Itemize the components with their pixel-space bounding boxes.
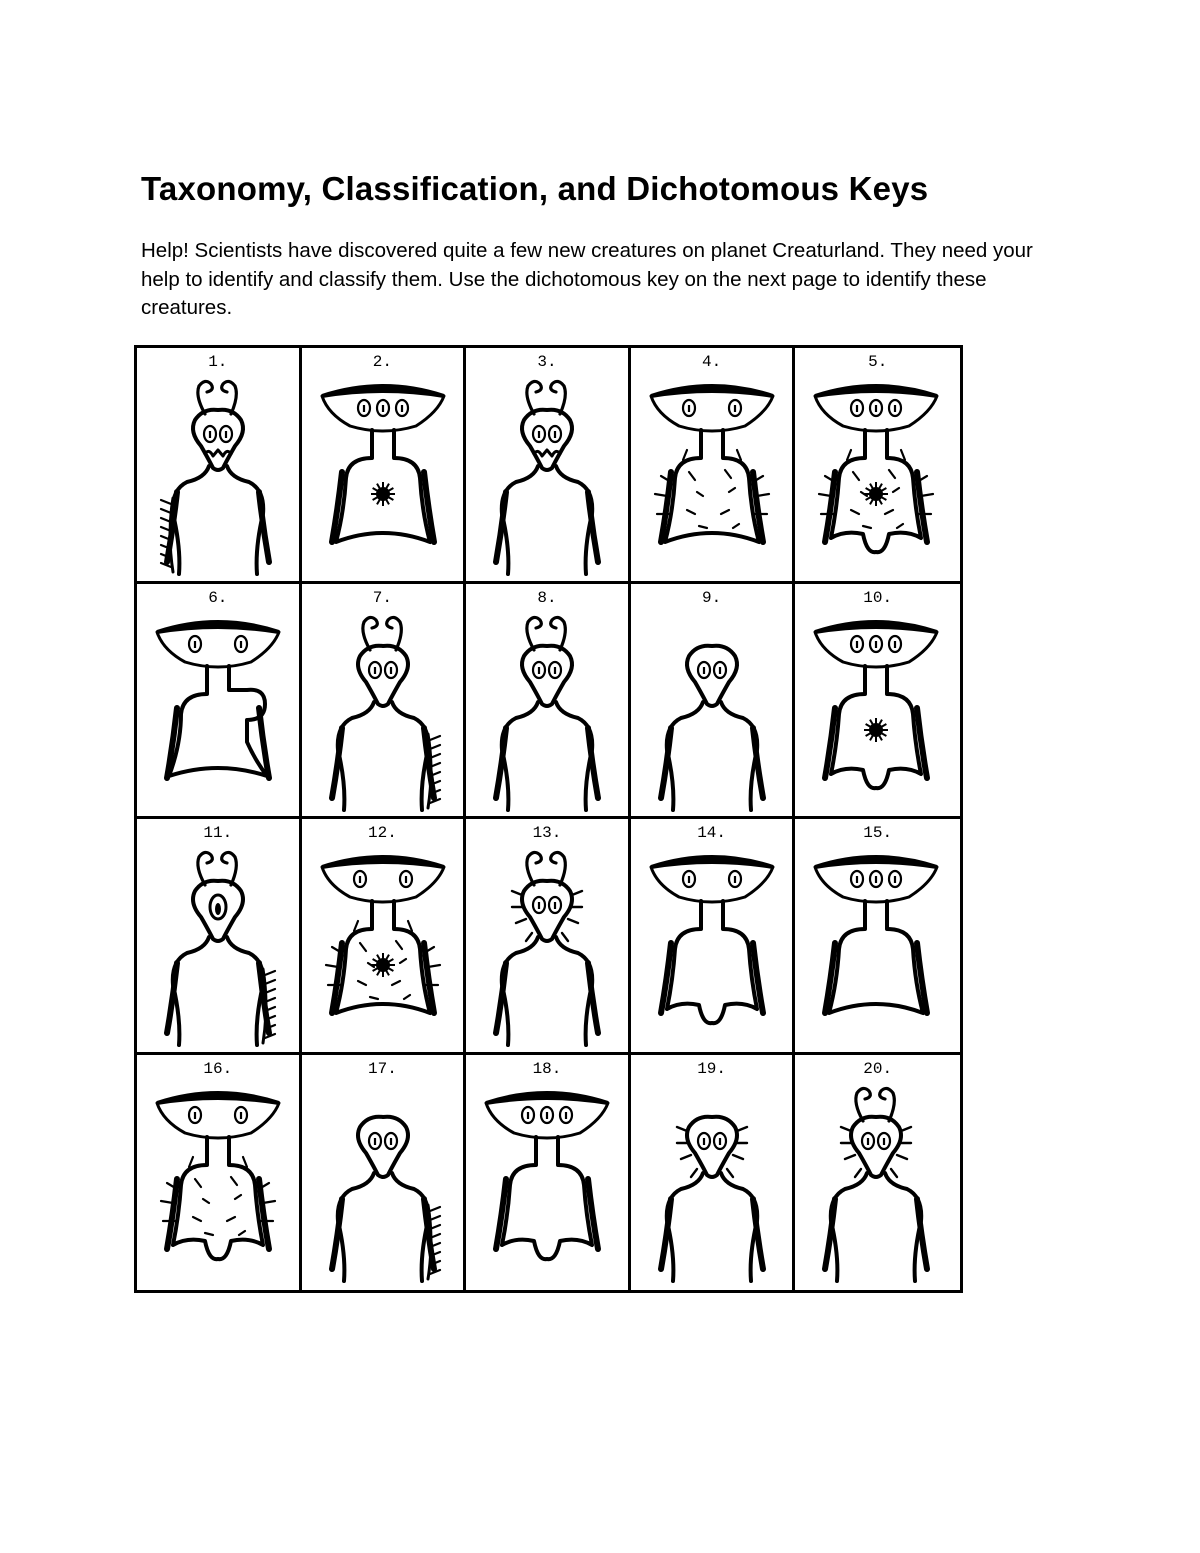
chest-spot-ray — [879, 735, 882, 740]
creature-number: 19. — [697, 1059, 726, 1078]
body-hair — [400, 959, 406, 963]
creature-cell — [137, 348, 302, 584]
chest-spot-ray — [870, 484, 873, 489]
body-hair — [893, 488, 899, 492]
chest-spot-ray — [372, 968, 377, 971]
body-hair — [697, 492, 703, 496]
chest-spot-ray — [882, 497, 887, 500]
chest-spot-ray — [866, 488, 871, 491]
creature-cell — [466, 348, 631, 584]
creature-cell — [466, 584, 631, 820]
head-brim — [157, 622, 279, 632]
creature-figure — [651, 386, 773, 542]
chest-spot-ray — [372, 497, 377, 500]
head-hair — [516, 919, 526, 923]
arm-spike — [430, 745, 440, 749]
body-hair — [757, 494, 769, 496]
body-outline — [667, 901, 757, 1023]
creature-number: 11. — [203, 824, 233, 842]
creature-figure — [651, 857, 773, 1023]
creature-number: 8. — [537, 588, 557, 607]
arm-spike — [430, 736, 440, 740]
body-hair — [655, 494, 667, 496]
chest-spot-ray — [372, 488, 377, 491]
body-hair — [853, 472, 859, 480]
body-outline — [337, 1173, 427, 1281]
body-hair — [851, 510, 859, 514]
body-hair — [193, 1217, 201, 1221]
body-outline — [502, 1137, 592, 1259]
head-hair — [691, 1169, 697, 1177]
creature-drawing — [143, 374, 293, 576]
body-hair — [358, 981, 366, 985]
creature-drawing — [308, 610, 458, 812]
creature-cell — [137, 584, 302, 820]
creature-number: 14. — [697, 824, 726, 842]
body-hair — [819, 494, 831, 496]
chest-spot-ray — [870, 719, 873, 724]
head-brim — [815, 622, 937, 632]
chest-spot-ray — [388, 497, 393, 500]
head-hair — [891, 1169, 897, 1177]
chest-spot-ray — [882, 488, 887, 491]
creature-number: 5. — [868, 353, 888, 371]
body-hair — [699, 526, 707, 528]
body-hair — [392, 981, 400, 985]
creature-figure — [815, 622, 937, 788]
head-hair — [572, 891, 582, 895]
chest-spot-ray — [372, 959, 377, 962]
chest-spot-ray — [377, 499, 380, 504]
head-hair — [841, 1127, 851, 1131]
head-outline — [522, 881, 572, 941]
head-outline — [687, 1116, 737, 1176]
body-hair — [231, 1177, 237, 1185]
head-outline — [358, 1116, 408, 1176]
creature-figure — [496, 381, 598, 574]
chest-spot-ray — [882, 733, 887, 736]
creature-cell — [795, 819, 960, 1055]
creature-cell — [466, 819, 631, 1055]
creature-cell — [631, 1055, 796, 1291]
creature-drawing — [637, 374, 787, 576]
creature-number: 10. — [863, 588, 893, 607]
body-hair — [326, 965, 338, 967]
body-outline — [337, 702, 427, 810]
creature-drawing — [637, 610, 787, 812]
head-brim — [815, 386, 937, 396]
arm-spike — [161, 509, 171, 513]
creature-number: 18. — [532, 1059, 562, 1078]
creature-number: 3. — [537, 353, 557, 371]
creature-drawing — [308, 845, 458, 1047]
head-outline — [522, 410, 572, 470]
creature-cell — [631, 348, 796, 584]
body-hair — [396, 941, 402, 949]
body-outline — [502, 702, 592, 810]
body-outline — [667, 1173, 757, 1281]
creature-drawing — [472, 610, 622, 812]
body-hair — [195, 1179, 201, 1187]
head-brim — [815, 857, 937, 867]
body-hair — [205, 1233, 213, 1235]
head-outline — [851, 1116, 901, 1176]
head-hair — [733, 1155, 743, 1159]
creature-figure — [157, 622, 279, 778]
chest-spot-icon — [869, 487, 883, 501]
creature-drawing — [637, 1081, 787, 1283]
arm-spike — [161, 500, 171, 504]
head-brim — [651, 386, 773, 396]
chest-spot-ray — [388, 959, 393, 962]
body-hair — [263, 1201, 275, 1203]
body-hair — [227, 1217, 235, 1221]
body-outline — [173, 937, 263, 1045]
creature-drawing — [801, 374, 951, 576]
body-hair — [885, 510, 893, 514]
head-hair — [562, 933, 568, 941]
creature-cell — [631, 584, 796, 820]
chest-spot-ray — [388, 968, 393, 971]
intro-paragraph: Help! Scientists have discovered quite a few new creatures on planet Creaturland. They need your help to identify and classify them. Use the dichotomous key on the next page to identify these creatures. — [141, 239, 1033, 319]
chest-spot-icon — [376, 958, 390, 972]
chest-spot-ray — [879, 484, 882, 489]
creature-drawing — [143, 1081, 293, 1283]
head-outline — [522, 645, 572, 705]
creature-figure — [322, 386, 444, 542]
body-hair — [733, 524, 739, 528]
creature-cell — [137, 819, 302, 1055]
page-title: Taxonomy, Classification, and Dichotomous Keys — [141, 170, 929, 207]
creature-figure — [815, 386, 937, 552]
body-hair — [721, 510, 729, 514]
chest-spot-ray — [377, 970, 380, 975]
head-hair — [568, 919, 578, 923]
creature-number: 15. — [863, 824, 893, 842]
body-hair — [689, 472, 695, 480]
head-hair — [526, 933, 532, 941]
creature-drawing — [143, 610, 293, 812]
creature-drawing — [308, 374, 458, 576]
chest-spot-ray — [870, 735, 873, 740]
body-hair — [889, 470, 895, 478]
head-brim — [322, 386, 444, 396]
body-hair — [863, 526, 871, 528]
chest-spot-ray — [870, 499, 873, 504]
body-hair — [370, 997, 378, 999]
creature-drawing — [472, 845, 622, 1047]
head-hair — [681, 1155, 691, 1159]
body-hair — [687, 510, 695, 514]
chest-spot-ray — [386, 970, 389, 975]
head-hair — [855, 1169, 861, 1177]
head-outline — [193, 410, 243, 470]
creature-number: 13. — [532, 824, 562, 842]
chest-spot-ray — [386, 955, 389, 960]
head-brim — [322, 857, 444, 867]
chest-spot-ray — [388, 488, 393, 491]
body-hair — [360, 943, 366, 951]
body-outline — [502, 466, 592, 574]
creature-figure — [157, 1093, 279, 1259]
chest-spot-ray — [386, 484, 389, 489]
chest-spot-ray — [882, 724, 887, 727]
creature-cell — [631, 819, 796, 1055]
body-outline — [831, 1173, 921, 1281]
chest-spot-ray — [866, 724, 871, 727]
body-outline — [829, 901, 923, 1013]
creature-figure — [661, 1116, 763, 1280]
head-hair — [737, 1127, 747, 1131]
creature-number: 6. — [208, 588, 228, 607]
arm-spike — [265, 980, 275, 984]
creature-drawing — [637, 845, 787, 1047]
creature-cell — [137, 1055, 302, 1291]
creature-number: 12. — [367, 824, 397, 842]
creature-number: 7. — [372, 588, 392, 607]
chest-spot-ray — [879, 719, 882, 724]
head-hair — [845, 1155, 855, 1159]
creature-cell — [302, 348, 467, 584]
creature-cell — [302, 584, 467, 820]
chest-spot-ray — [386, 499, 389, 504]
creature-cell — [795, 1055, 960, 1291]
head-outline — [358, 645, 408, 705]
mouth — [534, 450, 560, 456]
body-outline — [173, 466, 263, 574]
chest-spot-ray — [866, 733, 871, 736]
body-hair — [404, 995, 410, 999]
creature-figure — [825, 1088, 927, 1281]
body-hair — [239, 1231, 245, 1235]
head-hair — [677, 1127, 687, 1131]
body-hair — [921, 494, 933, 496]
head-hair — [897, 1155, 907, 1159]
creature-grid — [134, 345, 963, 1293]
chest-spot-ray — [866, 497, 871, 500]
creature-figure — [496, 852, 598, 1045]
body-hair — [897, 524, 903, 528]
creature-figure — [815, 857, 937, 1013]
creature-cell — [795, 584, 960, 820]
creature-number: 2. — [372, 353, 392, 371]
creature-figure — [661, 645, 763, 809]
creature-number: 4. — [701, 353, 722, 371]
pupil — [215, 903, 221, 915]
body-outline — [665, 430, 759, 542]
arm-spike — [265, 971, 275, 975]
creature-drawing — [472, 1081, 622, 1283]
head-brim — [486, 1093, 608, 1103]
body-outline — [502, 937, 592, 1045]
body-outline — [667, 702, 757, 810]
creature-figure — [332, 1116, 440, 1280]
head-hair — [727, 1169, 733, 1177]
creature-number: 1. — [208, 353, 228, 371]
creature-figure — [161, 381, 269, 574]
creature-number: 17. — [367, 1059, 397, 1078]
creature-cell — [302, 1055, 467, 1291]
creature-figure — [322, 857, 444, 1013]
mouth — [205, 450, 231, 456]
head-brim — [157, 1093, 279, 1103]
chest-spot-icon — [376, 487, 390, 501]
head-hair — [901, 1127, 911, 1131]
creature-figure — [167, 852, 275, 1045]
creature-drawing — [472, 374, 622, 576]
creature-drawing — [801, 610, 951, 812]
body-hair — [161, 1201, 173, 1203]
creature-drawing — [143, 845, 293, 1047]
creature-figure — [332, 617, 440, 810]
chest-spot-ray — [377, 484, 380, 489]
head-brim — [651, 857, 773, 867]
creature-drawing — [801, 845, 951, 1047]
creature-figure — [486, 1093, 608, 1259]
arm-spike — [430, 1216, 440, 1220]
chest-spot-ray — [879, 499, 882, 504]
creature-number: 16. — [203, 1059, 233, 1078]
body-hair — [428, 965, 440, 967]
creature-cell — [302, 819, 467, 1055]
chest-spot-icon — [869, 723, 883, 737]
creature-drawing — [801, 1081, 951, 1283]
body-outline — [173, 1137, 263, 1259]
head-outline — [687, 645, 737, 705]
creature-figure — [496, 617, 598, 810]
arm-spike — [430, 1207, 440, 1211]
creature-number: 20. — [863, 1059, 893, 1078]
creature-cell — [795, 348, 960, 584]
body-outline — [169, 666, 267, 776]
body-hair — [729, 488, 735, 492]
creature-number: 9. — [701, 588, 722, 607]
body-hair — [725, 470, 731, 478]
chest-spot-ray — [377, 955, 380, 960]
body-hair — [203, 1199, 209, 1203]
body-hair — [235, 1195, 241, 1199]
creature-cell — [466, 1055, 631, 1291]
head-hair — [512, 891, 522, 895]
creature-drawing — [308, 1081, 458, 1283]
